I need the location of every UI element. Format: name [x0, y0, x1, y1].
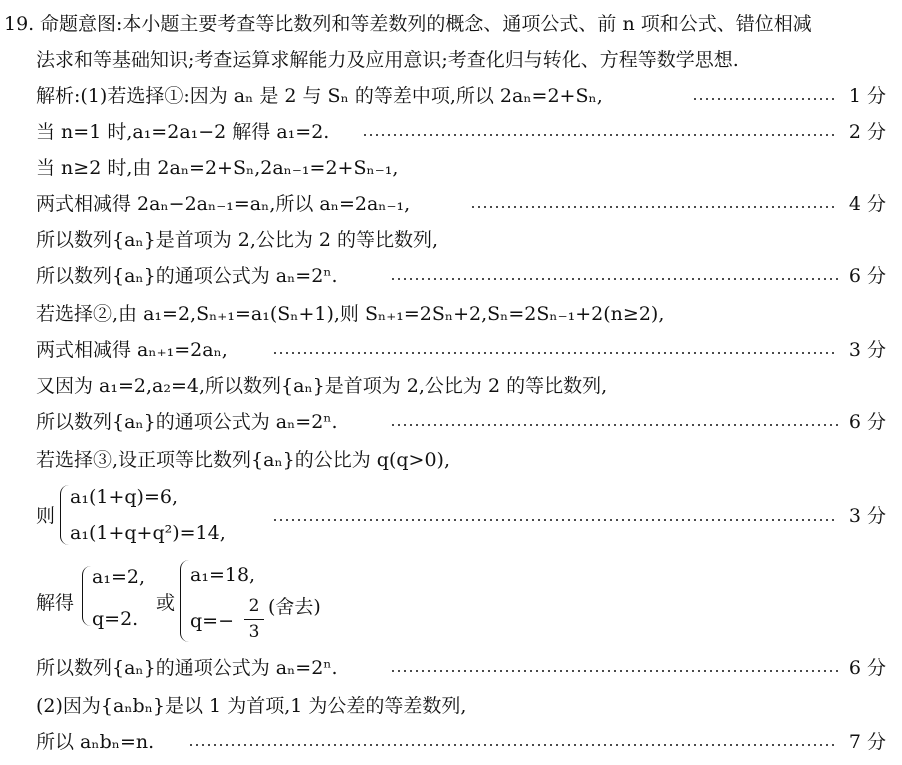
solution-1-a: a₁=2, — [92, 566, 145, 588]
option1-intro-line — [0, 83, 902, 109]
option2-subtract-line — [0, 337, 902, 363]
option1-n2-line — [0, 155, 902, 181]
option2-subtract: 两式相减得 aₙ₊₁=2aₙ, — [36, 339, 228, 361]
score: 4 分 — [848, 193, 886, 215]
option1-subtract: 两式相减得 2aₙ−2aₙ₋₁=aₙ,所以 aₙ=2aₙ₋₁, — [36, 193, 411, 215]
left-brace — [60, 485, 70, 545]
fraction-numerator: 2 — [248, 596, 260, 616]
header-line-2 — [0, 47, 902, 73]
score: 3 分 — [848, 339, 886, 361]
leader-dots — [470, 206, 838, 208]
equation-1: a₁(1+q)=6, — [70, 486, 178, 508]
solution-2-q-prefix: q=− — [190, 610, 235, 632]
header-text-1: 命题意图:本小题主要考查等比数列和等差数列的概念、通项公式、前 n 项和公式、错位相减 — [40, 13, 812, 35]
leader-dots — [362, 134, 838, 136]
fraction-bar — [244, 619, 264, 620]
then-label: 则 — [36, 505, 56, 527]
option2-intro: 若选择②,由 a₁=2,Sₙ₊₁=a₁(Sₙ+1),则 Sₙ₊₁=2Sₙ+2,Sₙ=2Sₙ₋₁+2(n≥2), — [36, 303, 665, 325]
leader-dots — [272, 352, 838, 354]
option1-n2: 当 n≥2 时,由 2aₙ=2+Sₙ,2aₙ₋₁=2+Sₙ₋₁, — [36, 157, 399, 179]
left-brace — [180, 560, 190, 642]
leader-dots — [188, 744, 838, 746]
or-label: 或 — [156, 592, 176, 614]
option2-general: 所以数列{aₙ}的通项公式为 aₙ=2ⁿ. — [36, 411, 338, 433]
option1-n1-line — [0, 119, 902, 145]
leader-dots — [390, 424, 838, 426]
score: 2 分 — [848, 121, 886, 143]
score: 1 分 — [848, 85, 886, 107]
option2-intro-line — [0, 301, 902, 327]
option1-geometric-line — [0, 227, 902, 253]
solution-1-q: q=2. — [92, 608, 139, 630]
score: 6 分 — [848, 265, 886, 287]
option1-geometric: 所以数列{aₙ}是首项为 2,公比为 2 的等比数列, — [36, 229, 439, 251]
leader-dots — [692, 98, 838, 100]
part2-intro: (2)因为{aₙbₙ}是以 1 为首项,1 为公差的等差数列, — [36, 695, 467, 717]
solution-system — [0, 558, 902, 648]
option3-general-line — [0, 655, 902, 681]
option3-intro: 若选择③,设正项等比数列{aₙ}的公比为 q(q>0), — [36, 449, 451, 471]
option1-subtract-line — [0, 191, 902, 217]
score: 7 分 — [848, 731, 886, 753]
option1-intro: 解析:(1)若选择①:因为 aₙ 是 2 与 Sₙ 的等差中项,所以 2aₙ=2+Sₙ, — [36, 85, 603, 107]
rejected-note: (舍去) — [268, 596, 321, 618]
option3-intro-line — [0, 447, 902, 473]
part2-intro-line — [0, 693, 902, 719]
equation-2: a₁(1+q+q²)=14, — [70, 522, 226, 544]
equation-system — [0, 480, 902, 552]
option1-n1: 当 n=1 时,a₁=2a₁−2 解得 a₁=2. — [36, 121, 330, 143]
header-text-2: 法求和等基础知识;考查运算求解能力及应用意识;考查化归与转化、方程等数学思想. — [36, 49, 739, 71]
solution-2-a: a₁=18, — [190, 564, 256, 586]
leader-dots — [272, 519, 838, 521]
left-brace — [82, 566, 92, 626]
option2-also-line — [0, 373, 902, 399]
part2-result-line — [0, 729, 902, 755]
solve-label: 解得 — [36, 592, 75, 614]
header-line-1 — [0, 11, 902, 37]
problem-number: 19. — [4, 13, 35, 35]
part2-result: 所以 aₙbₙ=n. — [36, 731, 155, 753]
fraction-denominator: 3 — [248, 622, 260, 642]
option1-general: 所以数列{aₙ}的通项公式为 aₙ=2ⁿ. — [36, 265, 338, 287]
score: 6 分 — [848, 411, 886, 433]
leader-dots — [390, 278, 838, 280]
score: 6 分 — [848, 657, 886, 679]
option3-general: 所以数列{aₙ}的通项公式为 aₙ=2ⁿ. — [36, 657, 338, 679]
option2-also: 又因为 a₁=2,a₂=4,所以数列{aₙ}是首项为 2,公比为 2 的等比数列, — [36, 375, 608, 397]
option1-general-line — [0, 263, 902, 289]
leader-dots — [390, 670, 838, 672]
option2-general-line — [0, 409, 902, 435]
score: 3 分 — [848, 505, 886, 527]
